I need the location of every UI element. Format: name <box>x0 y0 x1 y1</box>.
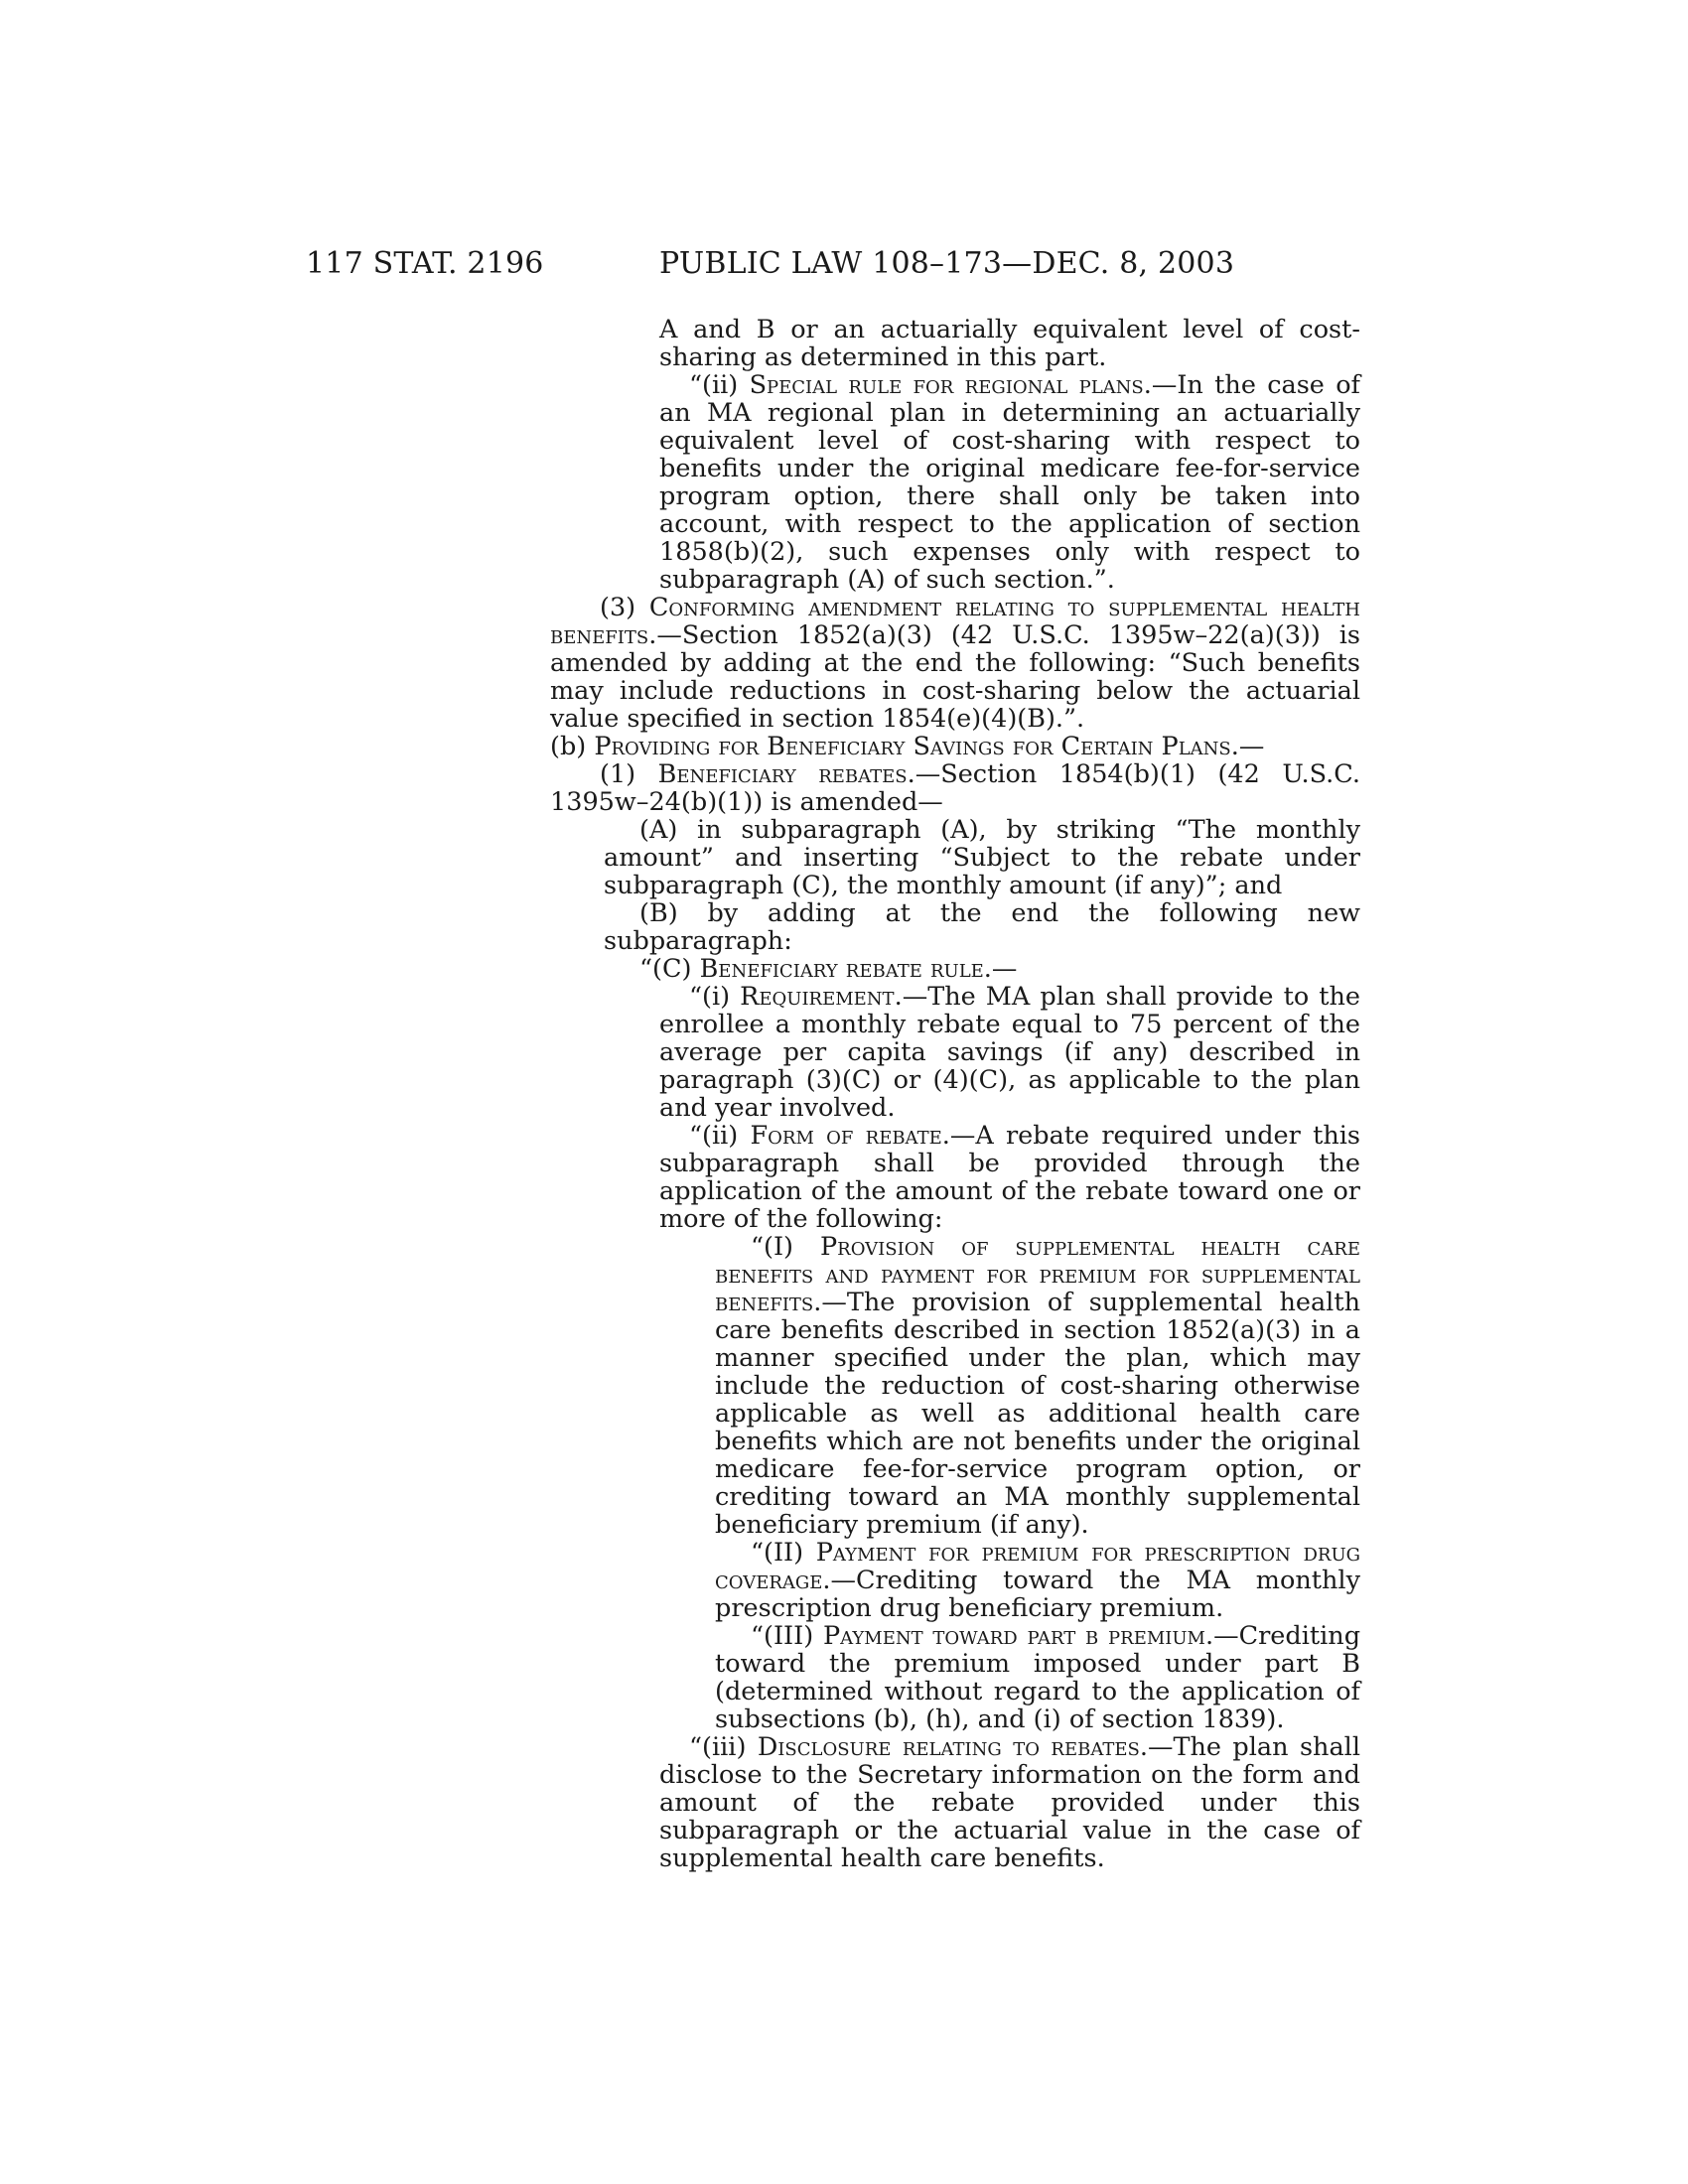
paragraph-text: —In the case of an MA regional plan in determining an actuarially equivalent level of cost-sharing with respect to benefits under the original medicare fee-for-service program option, there shall only be taken into account, with respect to the application of section 1858(b)(2), such expenses only with respect to subparagraph (A) of such section.”. <box>659 370 1360 595</box>
paragraph-heading: Disclosure relating to rebates. <box>757 1732 1148 1762</box>
paragraph-disclosure-rebates <box>659 1733 1360 1872</box>
page-header <box>0 246 1688 286</box>
paragraph-prescription-drug-premium <box>715 1539 1360 1622</box>
paragraph-heading: Requirement. <box>740 982 903 1012</box>
paragraph-heading: Form of rebate. <box>750 1121 950 1151</box>
paragraph-prefix: “(iii) <box>689 1732 758 1762</box>
paragraph-text: A and B or an actuarially equivalent level of cost-sharing as determined in this part. <box>659 315 1360 372</box>
stat-reference: 117 STAT. 2196 <box>306 246 544 281</box>
paragraph-conforming-amendment <box>550 594 1360 733</box>
paragraph-subparagraph-b <box>604 899 1360 955</box>
paragraph-text: in subparagraph (A), by striking “The monthly amount” and inserting “Subject to the rebate under subparagraph (C), the monthly amount (if any)”; and <box>604 815 1361 900</box>
paragraph-beneficiary-savings <box>550 733 1360 760</box>
paragraph-form-of-rebate <box>659 1122 1360 1233</box>
paragraph-heading: Special rule for regional plans. <box>749 370 1152 400</box>
paragraph-prefix: (1) <box>600 759 658 789</box>
paragraph-supplemental-benefits <box>715 1233 1360 1539</box>
paragraph-heading: Providing for Beneficiary Savings for Certain Plans. <box>594 732 1239 761</box>
paragraph-prefix: (B) <box>639 898 708 928</box>
paragraph-part-b-premium <box>715 1622 1360 1733</box>
paragraph-prefix: “(ii) <box>689 1121 751 1151</box>
paragraph-text: —The provision of supplemental health care benefits described in section 1852(a)(3) in a manner specified under the plan, which may include the reduction of cost-sharing otherwise applicable as well as additional health care benefits which are not benefits under the original medicare fee-for-service program option, or crediting toward an MA monthly supplemental beneficiary premium (if any). <box>715 1288 1360 1540</box>
paragraph-heading: Payment for premium for prescription drug coverage. <box>715 1538 1361 1595</box>
paragraph-text: —The plan shall disclose to the Secretary information on the form and amount of the rebate provided under this subparagraph or the actuarial value in the case of supplemental health care benefits. <box>659 1732 1360 1873</box>
paragraph-text: — <box>991 954 1018 984</box>
paragraph-requirement <box>659 983 1360 1122</box>
paragraph-heading: Beneficiary rebates. <box>657 759 915 789</box>
paragraph-special-rule-regional-plans <box>659 371 1360 594</box>
paragraph-text: — <box>1238 732 1265 761</box>
paragraph-beneficiary-rebate-rule <box>604 955 1360 983</box>
paragraph-text: —Section 1854(b)(1) (42 U.S.C. 1395w–24(b)(1)) is amended— <box>550 759 1360 817</box>
paragraph-prefix: “(III) <box>751 1621 823 1651</box>
paragraph-prefix: “(i) <box>689 982 741 1012</box>
paragraph-prefix: (b) <box>550 732 595 761</box>
paragraph-prefix: “(I) <box>751 1232 820 1262</box>
paragraph-continuation <box>659 316 1360 371</box>
paragraph-prefix: “(ii) <box>689 370 750 400</box>
paragraph-text: —Crediting toward the premium imposed under part B (determined without regard to the application of subsections (b), (h), and (i) of section 1839). <box>715 1621 1361 1734</box>
paragraph-text: —Section 1852(a)(3) (42 U.S.C. 1395w–22(a)(3)) is amended by adding at the end the following: “Such benefits may include reductions in cost-sharing below the actuarial value specified in section 1854(e)(4)(B).”. <box>550 620 1360 734</box>
document-body <box>0 316 1688 1872</box>
paragraph-text: —The MA plan shall provide to the enrollee a monthly rebate equal to 75 percent of the average per capita savings (if any) described in paragraph (3)(C) or (4)(C), as applicable to the plan and year involved. <box>659 982 1360 1123</box>
paragraph-heading: Provision of supplemental health care benefits and payment for premium for supplemental benefits. <box>715 1232 1360 1317</box>
paragraph-prefix: (3) <box>600 593 649 622</box>
paragraph-heading: Beneficiary rebate rule. <box>699 954 992 984</box>
paragraph-heading: Payment toward part b premium. <box>822 1621 1214 1651</box>
paragraph-prefix: (A) <box>639 815 698 845</box>
paragraph-text: —A rebate required under this subparagraph shall be provided through the application of the amount of the rebate toward one or more of the following: <box>659 1121 1360 1234</box>
paragraph-prefix: “(C) <box>639 954 700 984</box>
law-title: PUBLIC LAW 108–173—DEC. 8, 2003 <box>659 246 1235 281</box>
paragraph-text: —Crediting toward the MA monthly prescription drug beneficiary premium. <box>715 1566 1360 1623</box>
paragraph-text: by adding at the end the following new subparagraph: <box>604 898 1360 956</box>
paragraph-heading: Conforming amendment relating to supplemental health benefits. <box>550 593 1360 650</box>
paragraph-subparagraph-a <box>604 816 1360 899</box>
paragraph-beneficiary-rebates <box>550 760 1360 816</box>
paragraph-prefix: “(II) <box>751 1538 816 1568</box>
